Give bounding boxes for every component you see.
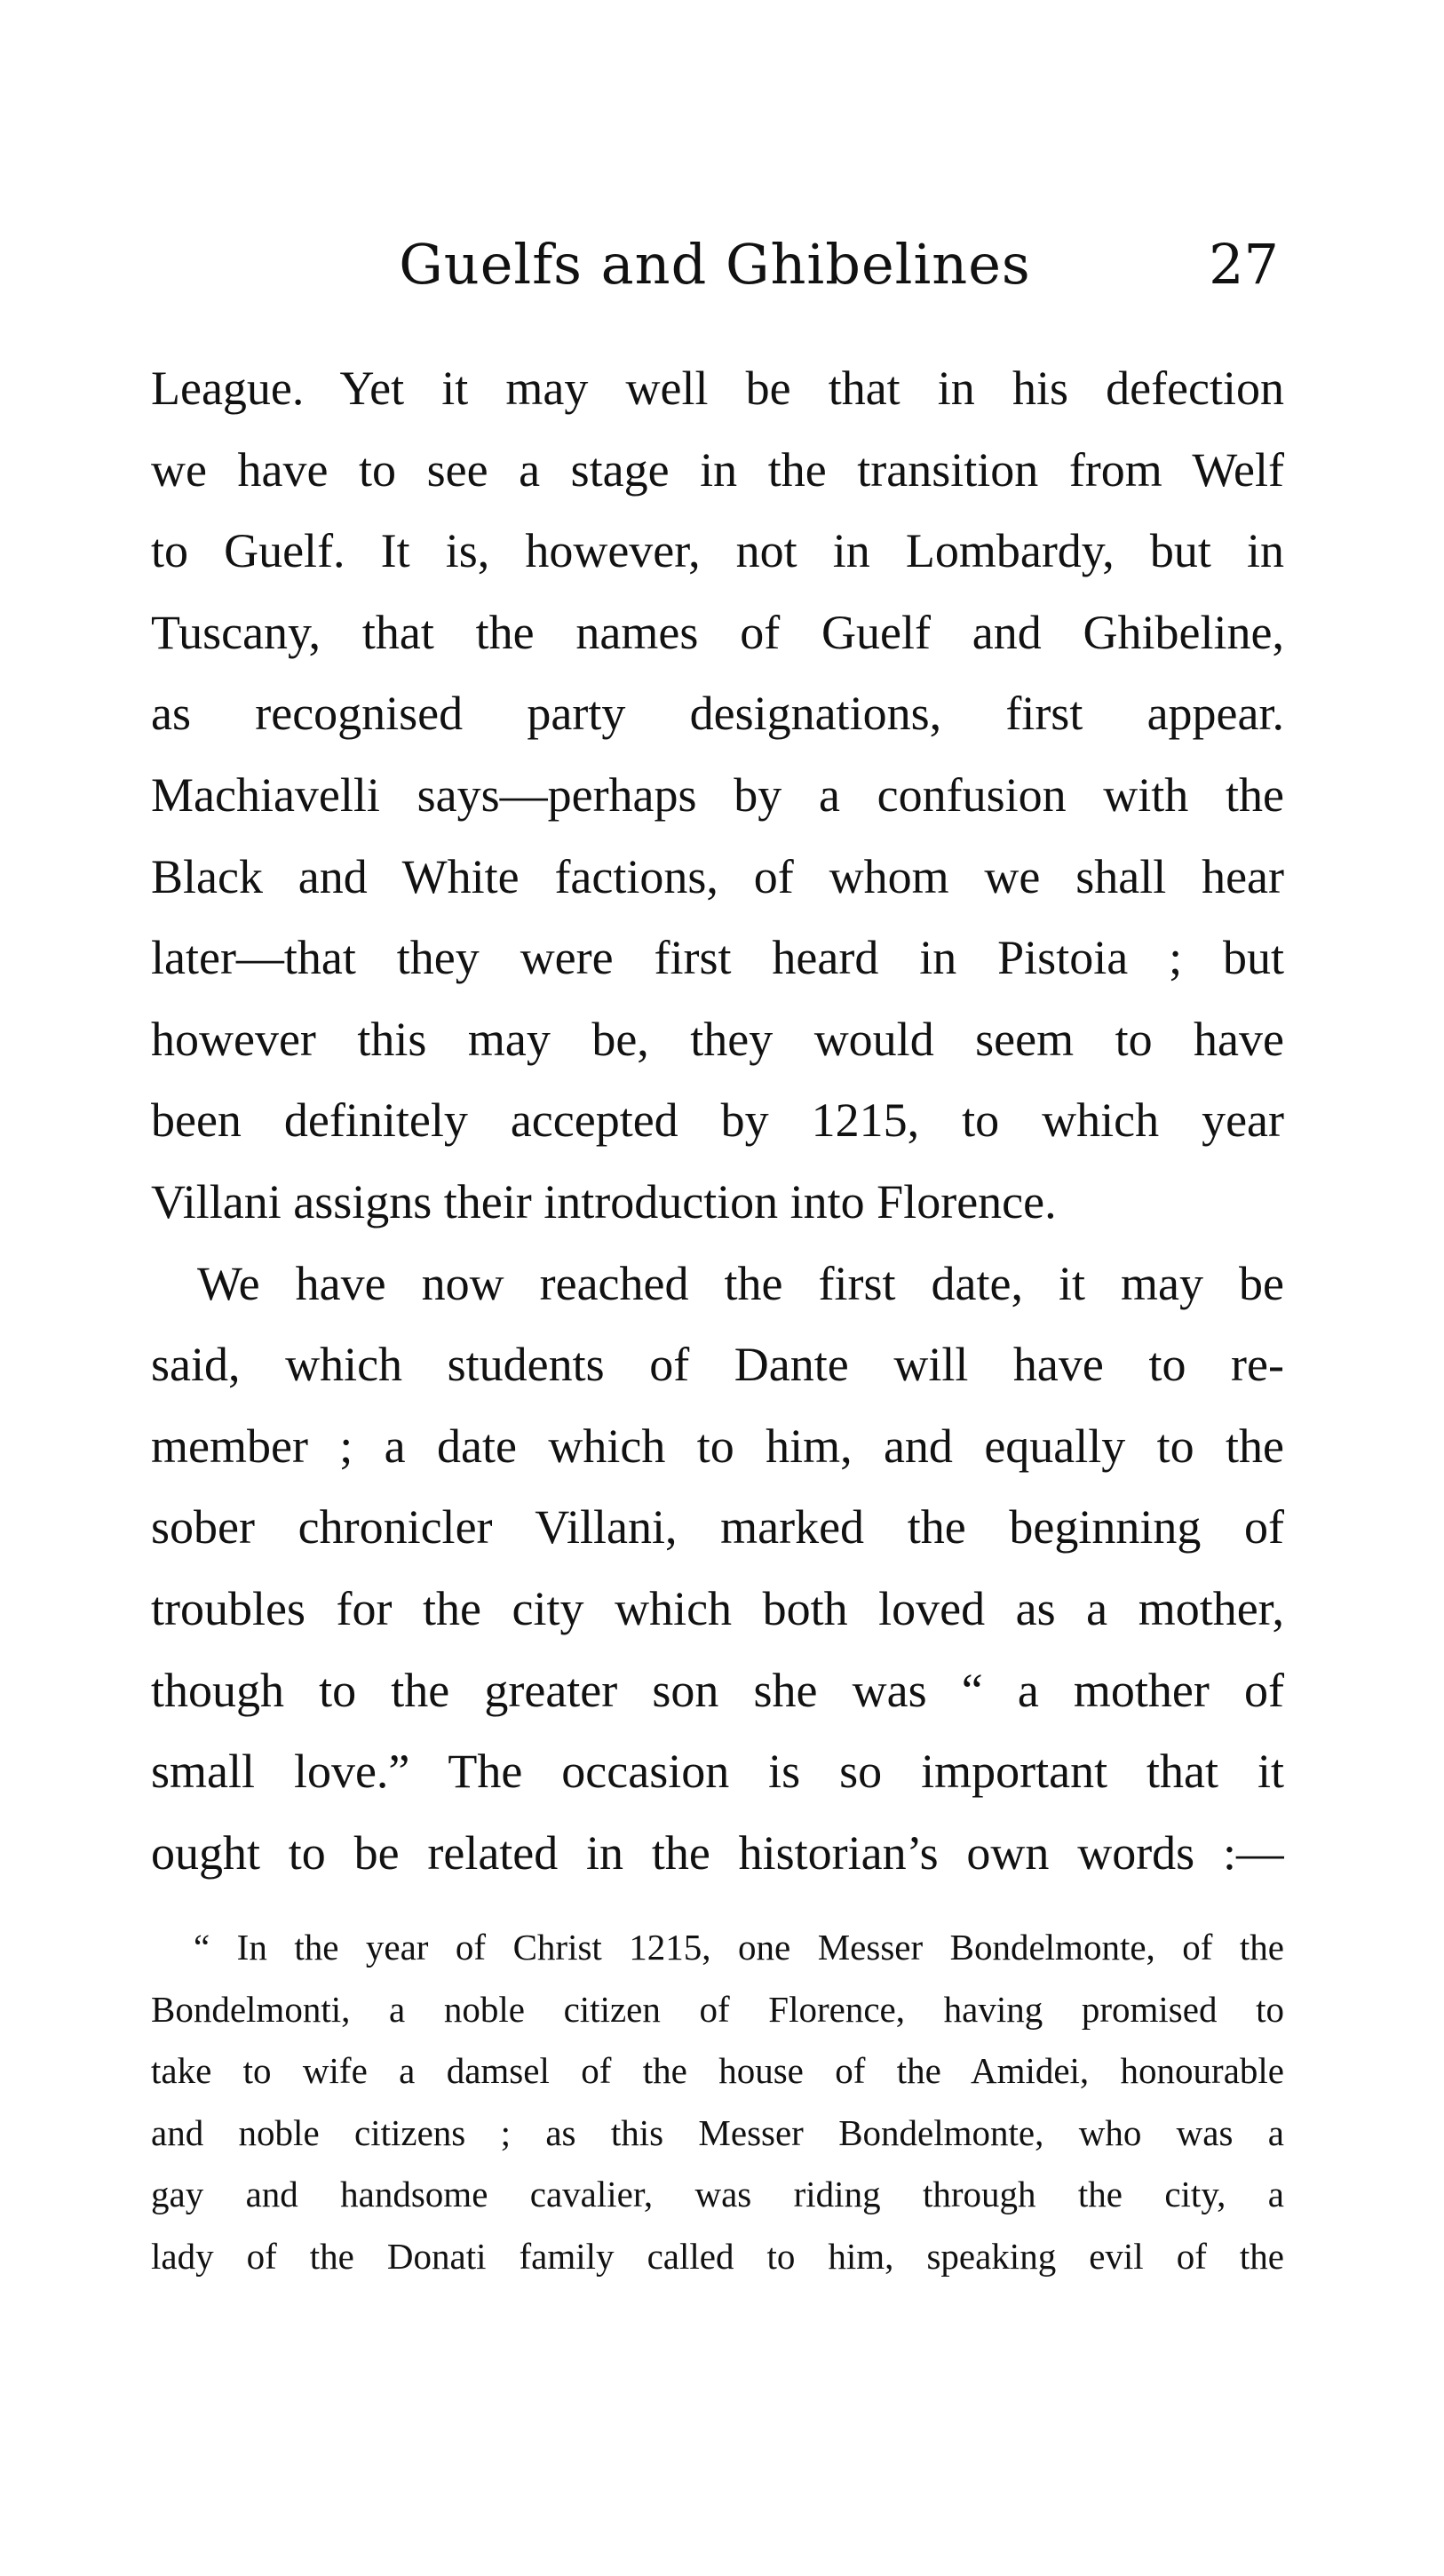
text-line: though to the greater son she was “ a mother of	[151, 1663, 1284, 1717]
text-line: Tuscany, that the names of Guelf and Ghibeline,	[151, 605, 1284, 659]
paragraph-2	[151, 1244, 1284, 1895]
text-line: we have to see a stage in the transition from Welf	[151, 442, 1284, 497]
quote-line: “ In the year of Christ 1215, one Messer Bondelmonte, of the	[194, 1927, 1284, 1968]
block-quotation	[151, 1917, 1284, 2287]
quote-line: gay and handsome cavalier, was riding through the city, a	[151, 2174, 1284, 2214]
text-line: Machiavelli says—perhaps by a confusion with the	[151, 767, 1284, 822]
text-line: as recognised party designations, first appear.	[151, 687, 1284, 741]
text-line: League. Yet it may well be that in his defection	[151, 362, 1284, 415]
text-line: said, which students of Dante will have to re-	[151, 1338, 1284, 1392]
text-line: later—that they were first heard in Pistoia ; but	[151, 931, 1284, 985]
page-number: 27	[1209, 232, 1279, 297]
text-line: We have now reached the first date, it may be	[197, 1256, 1284, 1310]
paragraph-1	[151, 348, 1284, 1244]
body-text	[151, 348, 1284, 1894]
quote-line: lady of the Donati family called to him, speaking evil of the	[151, 2235, 1284, 2277]
text-line: small love.” The occasion is so important that it	[151, 1745, 1284, 1799]
quote-line: Bondelmonti, a noble citizen of Florence, having promised to	[151, 1988, 1284, 2030]
text-line: however this may be, they would seem to have	[151, 1012, 1284, 1066]
text-line: troubles for the city which both loved as a mother,	[151, 1581, 1284, 1635]
text-line: member ; a date which to him, and equally to the	[151, 1419, 1284, 1473]
quote-line: take to wife a damsel of the house of the Amidei, honourable	[151, 2050, 1284, 2091]
text-line: been definitely accepted by 1215, to which year	[151, 1093, 1284, 1148]
running-title: Guelfs and Ghibelines	[399, 232, 1031, 297]
text-line: ought to be related in the historian’s own words :—	[151, 1825, 1284, 1880]
text-line: sober chronicler Villani, marked the beginning of	[151, 1500, 1284, 1554]
running-head	[151, 229, 1279, 300]
quote-line: and noble citizens ; as this Messer Bondelmonte, who was a	[151, 2111, 1284, 2153]
text-line: to Guelf. It is, however, not in Lombardy, but in	[151, 524, 1284, 578]
text-line: Villani assigns their introduction into Florence.	[151, 1174, 1057, 1228]
text-line: Black and White factions, of whom we shall hear	[151, 849, 1284, 903]
